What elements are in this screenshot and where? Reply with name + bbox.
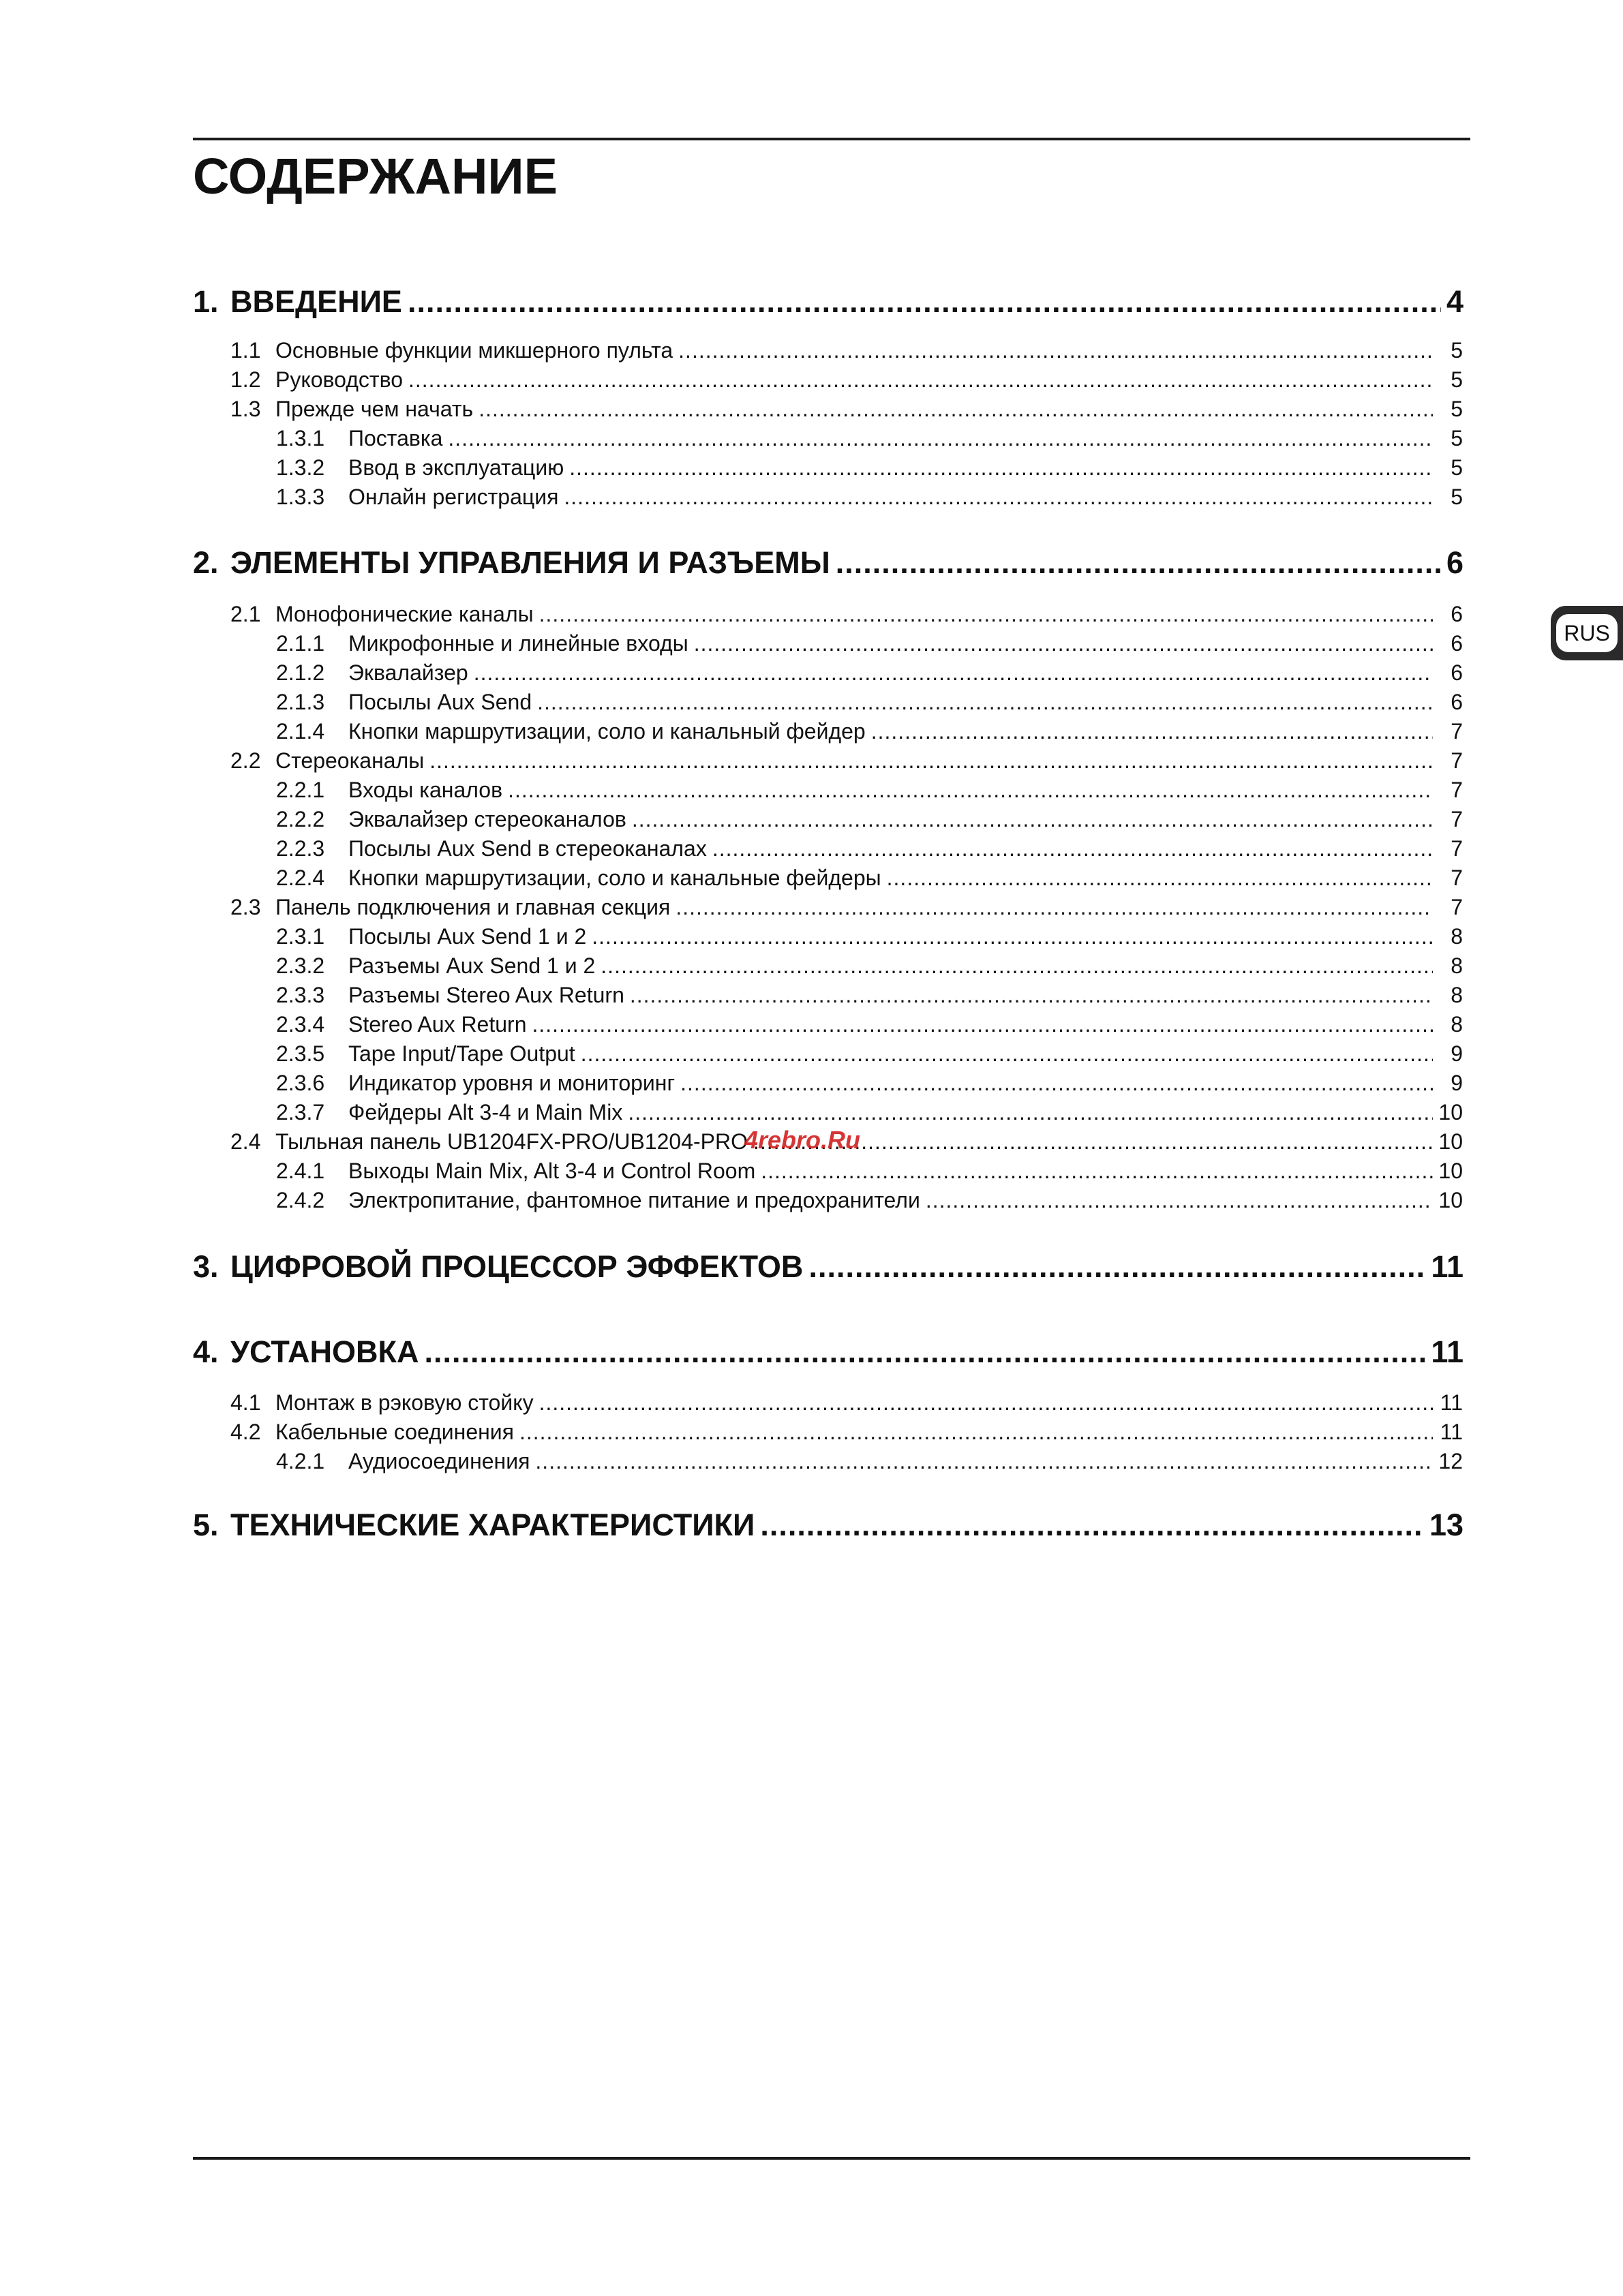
toc-entry-1-3-1[interactable]: 1.3.1 Поставка ..... 5	[276, 426, 1463, 451]
toc-entry-2-3[interactable]: 2.3 Панель подключения и главная секция ..... 7	[230, 895, 1463, 920]
toc-entry-1-3[interactable]: 1.3 Прежде чем начать ..... 5	[230, 397, 1463, 422]
page-number: 7	[1451, 748, 1463, 773]
toc-entry-2-1-3[interactable]: 2.1.3 Посылы Aux Send ..... 6	[276, 690, 1463, 715]
toc-entry-2-2-3[interactable]: 2.2.3 Посылы Aux Send в стереоканалах ..... 7	[276, 836, 1463, 861]
page-number: 7	[1451, 895, 1463, 919]
watermark: 4rebro.Ru	[744, 1126, 861, 1154]
toc-entry-4-2[interactable]: 4.2 Кабельные соединения ..... 11	[230, 1420, 1463, 1445]
toc-entry-2-3-4[interactable]: 2.3.4 Stereo Aux Return ..... 8	[276, 1012, 1463, 1037]
page-number: 11	[1431, 1249, 1463, 1284]
toc-entry-2-3-7[interactable]: 2.3.7 Фейдеры Alt 3-4 и Main Mix ..... 10	[276, 1100, 1463, 1125]
toc-entry-2-1-1[interactable]: 2.1.1 Микрофонные и линейные входы ..... 6	[276, 631, 1463, 656]
language-badge: RUS	[1556, 614, 1618, 652]
page-number: 11	[1440, 1420, 1463, 1444]
toc-entry-5[interactable]: 5. ТЕХНИЧЕСКИЕ ХАРАКТЕРИСТИКИ ..... 13	[193, 1507, 1463, 1543]
toc-entry-1[interactable]: 1. ВВЕДЕНИЕ ..... 4	[193, 284, 1463, 320]
page-number: 10	[1438, 1129, 1463, 1154]
page-number: 7	[1451, 866, 1463, 890]
page-number: 5	[1451, 367, 1463, 392]
toc-entry-2-3-2[interactable]: 2.3.2 Разъемы Aux Send 1 и 2 ..... 8	[276, 953, 1463, 979]
page-number: 10	[1438, 1188, 1463, 1212]
bottom-rule	[193, 2157, 1470, 2160]
page-number: 10	[1438, 1159, 1463, 1183]
toc-entry-2-4-1[interactable]: 2.4.1 Выходы Main Mix, Alt 3-4 и Control Room ..... 10	[276, 1159, 1463, 1184]
page-number: 11	[1440, 1390, 1463, 1415]
toc-entry-2-3-3[interactable]: 2.3.3 Разъемы Stereo Aux Return ..... 8	[276, 983, 1463, 1008]
page-number: 7	[1451, 778, 1463, 802]
toc-entry-2-1[interactable]: 2.1 Монофонические каналы ..... 6	[230, 602, 1463, 627]
page-number: 12	[1438, 1449, 1463, 1473]
page-number: 5	[1451, 455, 1463, 480]
toc-entry-1-3-2[interactable]: 1.3.2 Ввод в эксплуатацию ..... 5	[276, 455, 1463, 480]
page-number: 6	[1451, 602, 1463, 626]
toc-entry-2-3-5[interactable]: 2.3.5 Tape Input/Tape Output ..... 9	[276, 1041, 1463, 1067]
page-number: 7	[1451, 807, 1463, 831]
page-number: 13	[1429, 1507, 1463, 1542]
toc-entry-2-2[interactable]: 2.2 Стереоканалы ..... 7	[230, 748, 1463, 774]
toc-entry-2-2-4[interactable]: 2.2.4 Кнопки маршрутизации, соло и канальные фейдеры ..... 7	[276, 866, 1463, 891]
toc-entry-2[interactable]: 2. ЭЛЕМЕНТЫ УПРАВЛЕНИЯ И РАЗЪЕМЫ ..... 6	[193, 545, 1463, 581]
page-number: 6	[1451, 690, 1463, 714]
page-number: 8	[1451, 983, 1463, 1007]
page-number: 9	[1451, 1041, 1463, 1066]
toc-entry-2-4[interactable]: 2.4 Тыльная панель UB1204FX-PRO/UB1204-PRO ..... 10	[230, 1129, 1463, 1154]
page-number: 8	[1451, 1012, 1463, 1037]
page-number: 7	[1451, 719, 1463, 744]
page-number: 11	[1431, 1334, 1463, 1369]
toc-entry-2-2-1[interactable]: 2.2.1 Входы каналов ..... 7	[276, 778, 1463, 803]
page-number: 7	[1451, 836, 1463, 861]
page-number: 8	[1451, 924, 1463, 949]
toc-entry-2-1-4[interactable]: 2.1.4 Кнопки маршрутизации, соло и канальный фейдер ..... 7	[276, 719, 1463, 744]
page-number: 4	[1446, 284, 1463, 319]
page-number: 10	[1438, 1100, 1463, 1124]
page-number: 5	[1451, 338, 1463, 363]
toc-entry-2-3-1[interactable]: 2.3.1 Посылы Aux Send 1 и 2 ..... 8	[276, 924, 1463, 949]
toc-entry-2-3-6[interactable]: 2.3.6 Индикатор уровня и мониторинг ..... 9	[276, 1071, 1463, 1096]
page-number: 8	[1451, 953, 1463, 978]
toc-entry-2-2-2[interactable]: 2.2.2 Эквалайзер стереоканалов ..... 7	[276, 807, 1463, 832]
page-number: 6	[1446, 545, 1463, 580]
toc-entry-4-2-1[interactable]: 4.2.1 Аудиосоединения ..... 12	[276, 1449, 1463, 1474]
toc-entry-1-1[interactable]: 1.1 Основные функции микшерного пульта ..... 5	[230, 338, 1463, 363]
page-number: 9	[1451, 1071, 1463, 1095]
top-rule	[193, 138, 1470, 140]
toc-entry-4-1[interactable]: 4.1 Монтаж в рэковую стойку ..... 11	[230, 1390, 1463, 1415]
page-title: СОДЕРЖАНИЕ	[193, 148, 558, 204]
toc-entry-4[interactable]: 4. УСТАНОВКА ..... 11	[193, 1334, 1463, 1370]
toc-entry-3[interactable]: 3. ЦИФРОВОЙ ПРОЦЕССОР ЭФФЕКТОВ ..... 11	[193, 1249, 1463, 1285]
toc-entry-2-4-2[interactable]: 2.4.2 Электропитание, фантомное питание и предохранители ..... 10	[276, 1188, 1463, 1213]
toc-entry-1-2[interactable]: 1.2 Руководство ..... 5	[230, 367, 1463, 393]
page-number: 6	[1451, 631, 1463, 656]
page-number: 5	[1451, 397, 1463, 421]
page-number: 6	[1451, 660, 1463, 685]
page-number: 5	[1451, 485, 1463, 509]
toc-entry-2-1-2[interactable]: 2.1.2 Эквалайзер ..... 6	[276, 660, 1463, 686]
toc-entry-1-3-3[interactable]: 1.3.3 Онлайн регистрация ..... 5	[276, 485, 1463, 510]
page-number: 5	[1451, 426, 1463, 450]
